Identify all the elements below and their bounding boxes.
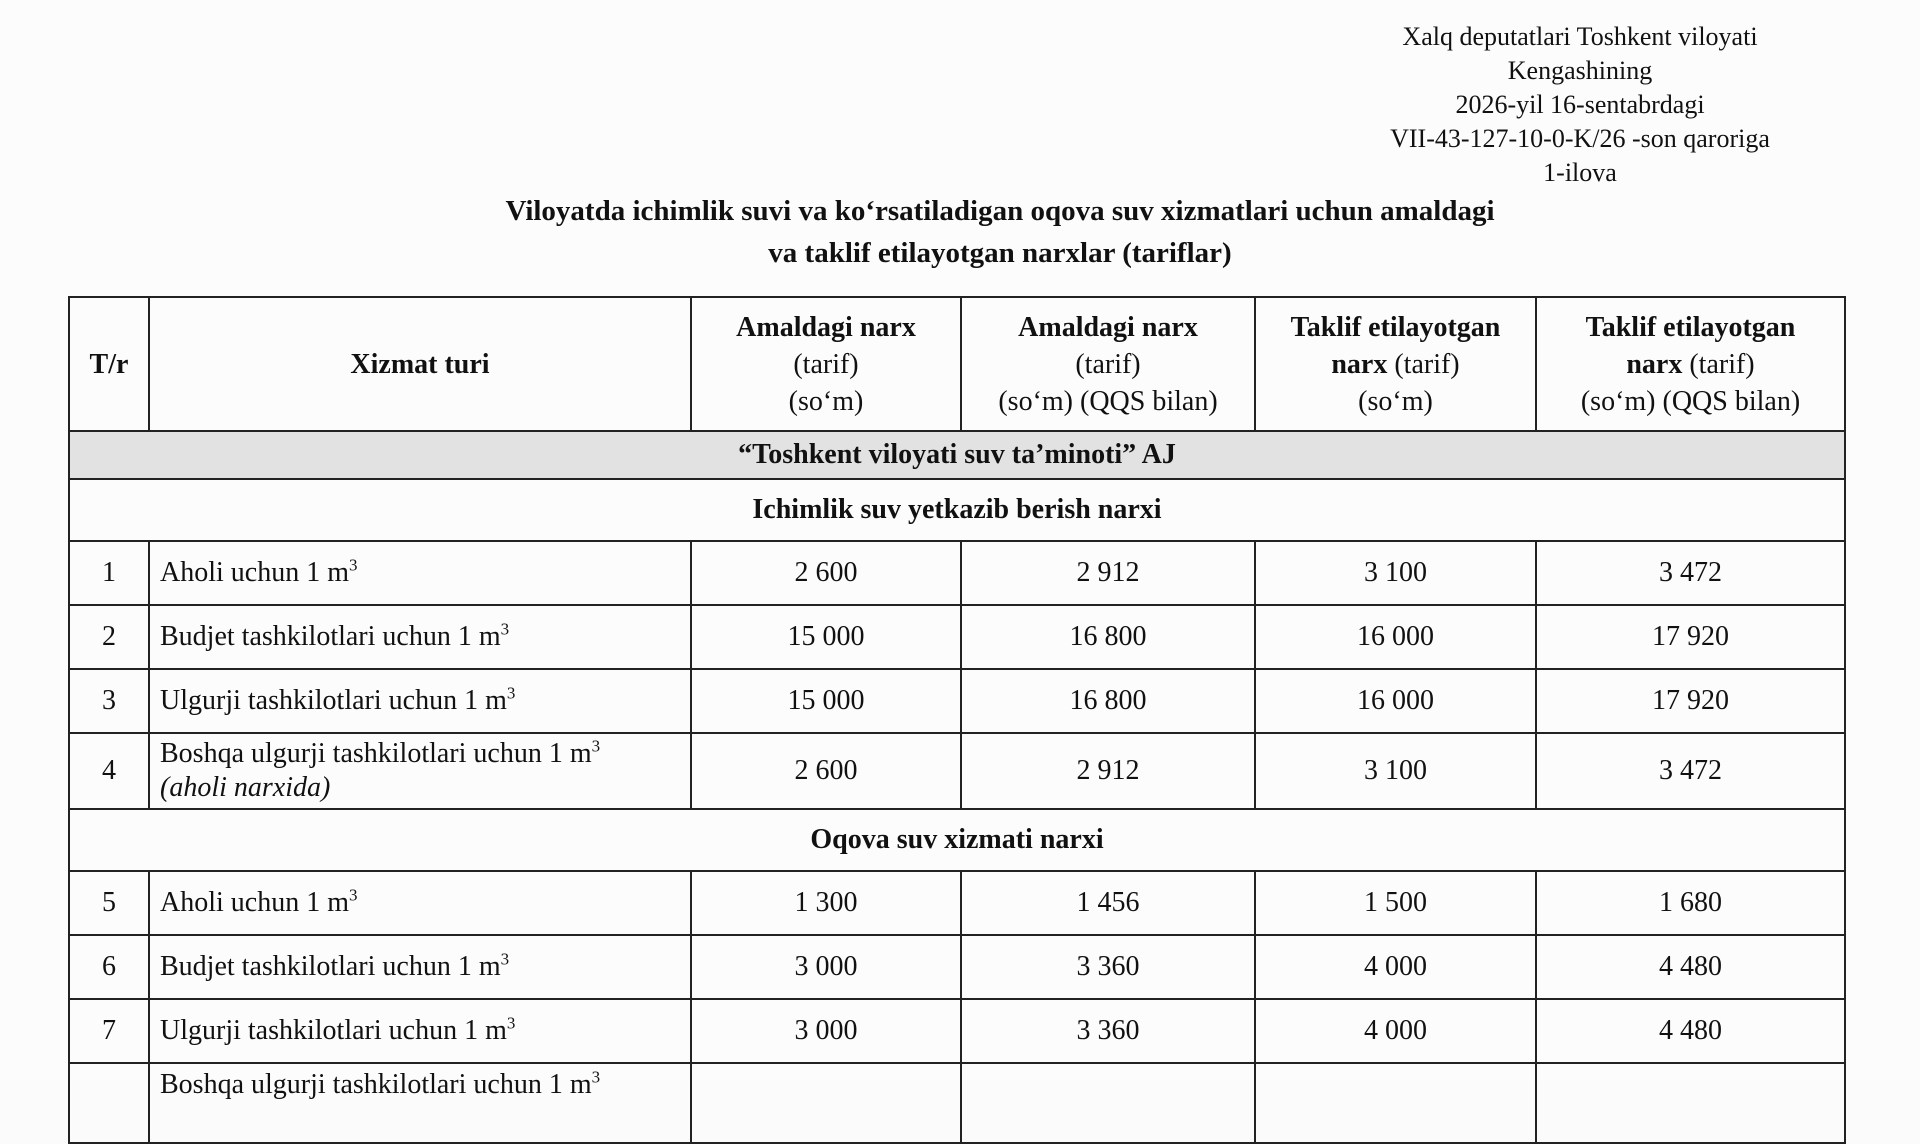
section-row (69, 809, 1845, 871)
row-current-price-vat (961, 1063, 1255, 1143)
approval-line-5: 1-ilova (1543, 158, 1617, 187)
row-proposed-price-vat: 3 472 (1536, 733, 1845, 809)
row-num: 2 (69, 605, 149, 669)
table-row-partial (69, 1063, 1845, 1143)
row-service-text: Boshqa ulgurji tashkilotlari uchun 1 m (160, 1069, 592, 1100)
cubic-superscript: 3 (500, 619, 510, 639)
header-proposed-price-vat-tariff: (tarif) (1682, 348, 1755, 380)
header-current-price-unit: (soʻm) (788, 385, 864, 417)
row-service-text: Aholi uchun 1 m (160, 887, 349, 918)
row-service-text: Ulgurji tashkilotlari uchun 1 m (160, 685, 507, 716)
header-proposed-price-tariff: (tarif) (1387, 348, 1460, 380)
cubic-superscript: 3 (591, 736, 601, 756)
row-num: 7 (69, 999, 149, 1063)
header-current-price-tariff: (tarif) (793, 348, 859, 380)
row-num: 6 (69, 935, 149, 999)
header-current-price-vat-tariff: (tarif) (1075, 348, 1141, 380)
header-proposed-price (1255, 297, 1536, 431)
row-proposed-price-vat: 4 480 (1536, 935, 1845, 999)
approval-line-4: VII-43-127-10-0-K/26 -son qaroriga (1390, 124, 1770, 153)
header-proposed-price-unit: (soʻm) (1358, 385, 1433, 417)
row-service (149, 605, 691, 669)
table-row (69, 541, 1845, 605)
cubic-superscript: 3 (349, 555, 358, 575)
row-current-price: 3 000 (691, 999, 961, 1063)
cubic-superscript: 3 (506, 683, 516, 703)
header-current-price (691, 297, 961, 431)
row-proposed-price (1255, 1063, 1536, 1143)
row-proposed-price: 4 000 (1255, 999, 1536, 1063)
header-proposed-price-vat-unit: (soʻm) (QQS bilan) (1580, 385, 1801, 417)
row-current-price-vat: 3 360 (961, 999, 1255, 1063)
row-num (69, 1063, 149, 1143)
table-row (69, 871, 1845, 935)
row-service (149, 1063, 691, 1143)
row-proposed-price-vat (1536, 1063, 1845, 1143)
row-current-price: 3 000 (691, 935, 961, 999)
header-proposed-price-narx: narx (1331, 348, 1388, 380)
title-line-2: va taklif etilayotgan narxlar (tariflar) (768, 237, 1232, 269)
row-proposed-price: 16 000 (1255, 669, 1536, 733)
row-current-price-vat: 3 360 (961, 935, 1255, 999)
company-row (69, 431, 1845, 479)
table-row (69, 605, 1845, 669)
header-service: Xizmat turi (149, 297, 691, 431)
section-title-drinking-water: Ichimlik suv yetkazib berish narxi (69, 479, 1845, 541)
document-title (300, 190, 1700, 274)
table-row (69, 733, 1845, 809)
row-proposed-price: 3 100 (1255, 733, 1536, 809)
header-proposed-price-vat-title: Taklif etilayotgan (1585, 311, 1796, 343)
approval-line-2: Kengashining (1507, 56, 1653, 85)
header-current-price-vat (961, 297, 1255, 431)
title-line-1: Viloyatda ichimlik suvi va koʻrsatiladigan oqova suv xizmatlari uchun amaldagi (505, 195, 1495, 227)
row-proposed-price-vat: 4 480 (1536, 999, 1845, 1063)
row-service (149, 733, 691, 809)
row-num: 4 (69, 733, 149, 809)
table-header-row (69, 297, 1845, 431)
row-current-price-vat: 2 912 (961, 541, 1255, 605)
row-num: 3 (69, 669, 149, 733)
cubic-superscript: 3 (349, 885, 358, 905)
row-service (149, 871, 691, 935)
row-proposed-price: 1 500 (1255, 871, 1536, 935)
tariff-table (68, 296, 1846, 1144)
header-current-price-vat-unit: (soʻm) (QQS bilan) (998, 385, 1218, 417)
section-title-wastewater: Oqova suv xizmati narxi (69, 809, 1845, 871)
row-proposed-price-vat: 17 920 (1536, 605, 1845, 669)
row-current-price: 1 300 (691, 871, 961, 935)
row-proposed-price-vat: 1 680 (1536, 871, 1845, 935)
row-current-price-vat: 16 800 (961, 669, 1255, 733)
row-service-text: Boshqa ulgurji tashkilotlari uchun 1 m (160, 738, 592, 769)
cubic-superscript: 3 (591, 1067, 601, 1087)
row-current-price: 2 600 (691, 733, 961, 809)
cubic-superscript: 3 (506, 1013, 516, 1033)
row-proposed-price: 3 100 (1255, 541, 1536, 605)
row-service-text: Ulgurji tashkilotlari uchun 1 m (160, 1015, 507, 1046)
header-proposed-price-vat-narx: narx (1626, 348, 1683, 380)
table-row (69, 669, 1845, 733)
row-service-note: (aholi narxida) (160, 772, 331, 803)
row-current-price-vat: 16 800 (961, 605, 1255, 669)
row-service (149, 541, 691, 605)
row-service (149, 999, 691, 1063)
row-proposed-price: 4 000 (1255, 935, 1536, 999)
cubic-superscript: 3 (500, 949, 510, 969)
row-current-price: 15 000 (691, 605, 961, 669)
company-name: “Toshkent viloyati suv ta’minoti” AJ (69, 431, 1845, 479)
header-proposed-price-title: Taklif etilayotgan (1290, 311, 1501, 343)
row-current-price: 15 000 (691, 669, 961, 733)
row-service-text: Budjet tashkilotlari uchun 1 m (160, 621, 501, 652)
row-current-price: 2 600 (691, 541, 961, 605)
row-proposed-price-vat: 17 920 (1536, 669, 1845, 733)
approval-stamp-text (1300, 20, 1860, 190)
row-proposed-price-vat: 3 472 (1536, 541, 1845, 605)
section-row (69, 479, 1845, 541)
header-proposed-price-vat (1536, 297, 1845, 431)
header-current-price-vat-title: Amaldagi narx (1018, 311, 1198, 343)
table-row (69, 999, 1845, 1063)
row-service (149, 669, 691, 733)
row-service-text: Aholi uchun 1 m (160, 557, 349, 588)
header-current-price-title: Amaldagi narx (736, 311, 916, 343)
row-current-price-vat: 1 456 (961, 871, 1255, 935)
row-num: 5 (69, 871, 149, 935)
row-proposed-price: 16 000 (1255, 605, 1536, 669)
table-row (69, 935, 1845, 999)
row-service (149, 935, 691, 999)
approval-line-1: Xalq deputatlari Toshkent viloyati (1402, 22, 1758, 51)
row-service-text: Budjet tashkilotlari uchun 1 m (160, 951, 501, 982)
approval-line-3: 2026-yil 16-sentabrdagi (1455, 90, 1705, 119)
row-current-price-vat: 2 912 (961, 733, 1255, 809)
row-current-price (691, 1063, 961, 1143)
row-num: 1 (69, 541, 149, 605)
header-num: T/r (69, 297, 149, 431)
